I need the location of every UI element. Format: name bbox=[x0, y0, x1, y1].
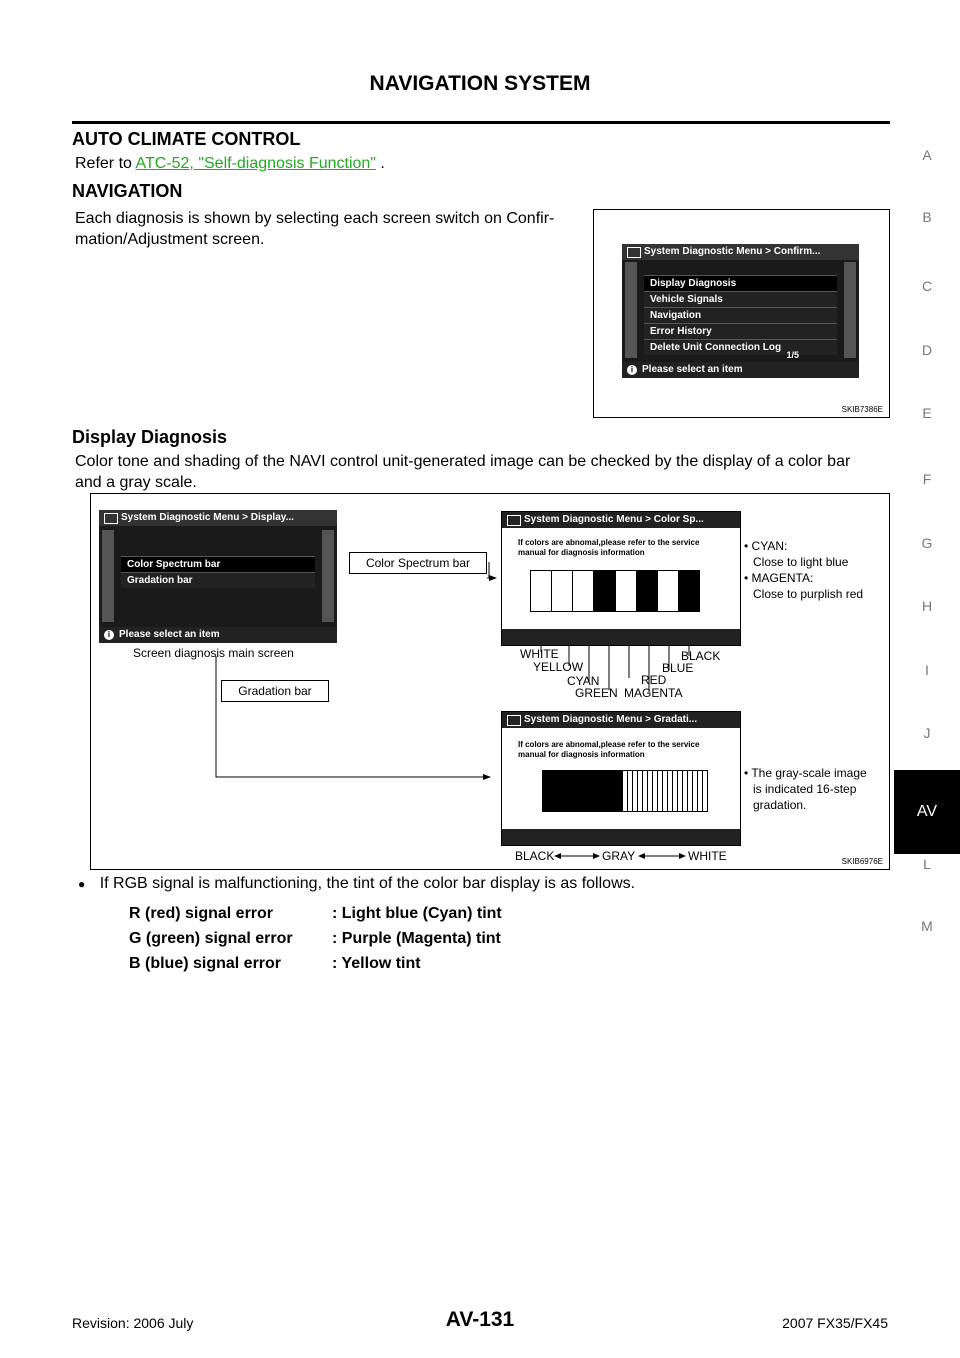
color-title-text: System Diagnostic Menu > Color Sp... bbox=[524, 514, 704, 525]
label-red: RED bbox=[641, 673, 667, 687]
grad-msg-line2: manual for diagnosis information bbox=[518, 750, 645, 759]
scale-black: BLACK bbox=[515, 849, 555, 863]
side-tabs bbox=[894, 0, 960, 1358]
note-magenta-desc: Close to purplish red bbox=[753, 587, 864, 601]
label-magenta: MAGENTA bbox=[624, 686, 683, 700]
signal-label: B (blue) signal error bbox=[129, 955, 282, 972]
page-title: NAVIGATION SYSTEM bbox=[369, 72, 591, 95]
main-footer-text: Please select an item bbox=[119, 629, 220, 640]
bar-red bbox=[616, 571, 637, 611]
figure-code: SKIB7386E bbox=[841, 405, 883, 414]
tab-b[interactable]: B bbox=[922, 209, 932, 225]
label-white: WHITE bbox=[520, 647, 559, 661]
left-scroll-strip[interactable] bbox=[625, 262, 637, 358]
bullet-text: If RGB signal is malfunctioning, the tint of the color bar display is as follows. bbox=[99, 875, 636, 892]
note-cyan-desc: Close to light blue bbox=[753, 555, 849, 569]
color-screen-footer bbox=[502, 629, 740, 645]
tab-m[interactable]: M bbox=[921, 918, 933, 934]
tab-e[interactable]: E bbox=[922, 405, 932, 421]
color-spectrum-button[interactable]: Color Spectrum bar bbox=[349, 552, 487, 574]
bar-black bbox=[679, 571, 699, 611]
menu-item-vehicle-signals[interactable]: Vehicle Signals bbox=[644, 291, 837, 307]
figure-display-diagnosis bbox=[90, 493, 890, 870]
bullet-line bbox=[78, 873, 635, 895]
confirm-footer-text: Please select an item bbox=[642, 364, 743, 375]
footer-page-number: AV-131 bbox=[445, 1308, 515, 1331]
color-screen-message bbox=[518, 538, 699, 558]
header-rule bbox=[72, 121, 890, 124]
grad-screen-footer bbox=[502, 829, 740, 845]
color-msg-line2: manual for diagnosis information bbox=[518, 548, 645, 557]
tab-l[interactable]: L bbox=[923, 856, 931, 872]
figure-confirm-menu bbox=[593, 209, 890, 418]
bar-magenta bbox=[637, 571, 658, 611]
grad-notes bbox=[744, 765, 867, 813]
menu-item-gradation[interactable]: Gradation bar bbox=[121, 572, 315, 588]
signal-value: : Purple (Magenta) tint bbox=[332, 930, 501, 947]
menu-item-color-spectrum[interactable]: Color Spectrum bar bbox=[121, 556, 315, 572]
grad-screen-title bbox=[502, 712, 740, 728]
tab-av[interactable]: AV bbox=[894, 770, 960, 854]
color-notes bbox=[744, 538, 863, 602]
signal-row bbox=[129, 955, 502, 980]
display-diag-line2: and a gray scale. bbox=[75, 474, 197, 491]
note-cyan: • CYAN: bbox=[744, 539, 788, 553]
bar-white bbox=[531, 571, 552, 611]
label-green: GREEN bbox=[575, 686, 618, 700]
color-spectrum-screen bbox=[501, 511, 741, 646]
signal-label: G (green) signal error bbox=[129, 930, 293, 947]
refer-prefix: Refer to bbox=[75, 155, 136, 172]
tab-j[interactable]: J bbox=[923, 725, 931, 741]
navigation-text-line2: mation/Adjustment screen. bbox=[75, 231, 265, 248]
scale-gray: GRAY bbox=[602, 849, 636, 863]
tab-i[interactable]: I bbox=[925, 662, 929, 678]
signal-table bbox=[129, 905, 502, 980]
grad-title-text: System Diagnostic Menu > Gradati... bbox=[524, 714, 698, 725]
footer-model: 2007 FX35/FX45 bbox=[782, 1315, 888, 1331]
gray-scale-dark bbox=[543, 771, 623, 811]
tab-h[interactable]: H bbox=[921, 598, 933, 614]
page-indicator: 1/5 bbox=[786, 350, 799, 360]
color-msg-line1: If colors are abnomal,please refer to the service bbox=[518, 538, 700, 547]
screen-icon bbox=[507, 715, 521, 726]
label-yellow: YELLOW bbox=[533, 660, 584, 674]
refer-line bbox=[75, 153, 385, 174]
tab-c[interactable]: C bbox=[921, 278, 933, 294]
refer-link[interactable]: ATC-52, "Self-diagnosis Function" bbox=[135, 155, 376, 172]
signal-row bbox=[129, 930, 502, 955]
scale-white: WHITE bbox=[688, 849, 727, 863]
grad-note-line3: gradation. bbox=[753, 798, 807, 812]
signal-value: : Yellow tint bbox=[332, 955, 421, 972]
grad-note-line1: • The gray-scale image bbox=[744, 766, 867, 780]
bar-cyan bbox=[573, 571, 594, 611]
label-blue: BLUE bbox=[662, 661, 694, 675]
main-screen-caption: Screen diagnosis main screen bbox=[133, 646, 294, 660]
heading-navigation: NAVIGATION bbox=[72, 181, 183, 201]
signal-value: : Light blue (Cyan) tint bbox=[332, 905, 502, 922]
screen-icon bbox=[507, 515, 521, 526]
info-icon: i bbox=[104, 630, 114, 640]
screen-icon bbox=[627, 247, 641, 258]
tab-a[interactable]: A bbox=[922, 147, 932, 163]
heading-display-diagnosis: Display Diagnosis bbox=[72, 427, 228, 447]
heading-auto-climate: AUTO CLIMATE CONTROL bbox=[72, 129, 301, 149]
navigation-text-line1: Each diagnosis is shown by selecting each screen switch on Confir- bbox=[75, 210, 555, 227]
note-magenta: • MAGENTA: bbox=[744, 571, 814, 585]
right-scroll-strip[interactable] bbox=[844, 262, 856, 358]
menu-item-error-history[interactable]: Error History bbox=[644, 323, 837, 339]
gradation-screen bbox=[501, 711, 741, 846]
footer-revision: Revision: 2006 July bbox=[72, 1315, 194, 1331]
confirm-screen-title bbox=[622, 244, 859, 260]
tab-g[interactable]: G bbox=[921, 535, 933, 551]
grad-note-line2: is indicated 16-step bbox=[753, 782, 857, 796]
label-cyan: CYAN bbox=[567, 674, 600, 688]
label-black: BLACK bbox=[681, 649, 721, 663]
navigation-text bbox=[75, 208, 554, 250]
menu-item-navigation[interactable]: Navigation bbox=[644, 307, 837, 323]
menu-item-display-diagnosis[interactable]: Display Diagnosis bbox=[644, 275, 837, 291]
bar-yellow bbox=[552, 571, 573, 611]
tab-f[interactable]: F bbox=[922, 471, 932, 487]
confirm-screen bbox=[622, 244, 859, 378]
tab-d[interactable]: D bbox=[921, 342, 933, 358]
figure-code: SKIB6976E bbox=[841, 857, 883, 866]
refer-suffix: . bbox=[375, 155, 385, 172]
confirm-footer bbox=[622, 362, 859, 378]
main-title-text: System Diagnostic Menu > Display... bbox=[121, 512, 294, 523]
grad-msg-line1: If colors are abnomal,please refer to the service bbox=[518, 740, 700, 749]
display-diag-line1: Color tone and shading of the NAVI control unit-generated image can be checked by the display of a color bar bbox=[75, 453, 851, 470]
info-icon: i bbox=[627, 365, 637, 375]
confirm-title-text: System Diagnostic Menu > Confirm... bbox=[644, 246, 821, 257]
signal-row bbox=[129, 905, 502, 930]
gray-scale-bar bbox=[542, 770, 708, 812]
display-diag-text bbox=[75, 451, 893, 493]
gray-scale-steps bbox=[623, 771, 707, 811]
color-screen-title bbox=[502, 512, 740, 528]
signal-label: R (red) signal error bbox=[129, 905, 274, 922]
bullet-icon: ● bbox=[78, 877, 86, 891]
menu-item-delete-log[interactable]: Delete Unit Connection Log bbox=[644, 339, 837, 355]
color-bars bbox=[530, 570, 700, 612]
bar-green bbox=[594, 571, 615, 611]
grad-screen-message bbox=[518, 740, 699, 760]
bar-blue bbox=[658, 571, 679, 611]
gradation-button[interactable]: Gradation bar bbox=[221, 680, 329, 702]
